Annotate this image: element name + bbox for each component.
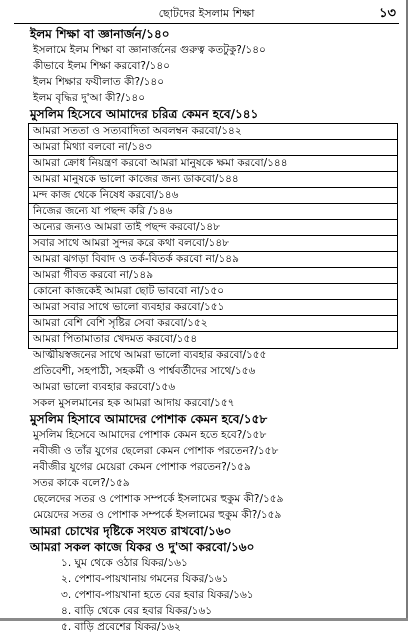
- toc-entry: কীভাবে ইলম শিক্ষা করবো?/১৪০: [33, 60, 170, 72]
- toc-entry: সতর কাকে বলে?/১৫৯: [33, 477, 130, 489]
- section-heading: আমরা সকল কাজে যিকর ও দু'আ করবো/১৬০: [30, 540, 255, 554]
- toc-entry: আমরা পিতামাতার খেদমত করবো/১৫৪: [33, 333, 198, 345]
- toc-entry: নবীজী ও তাঁর যুগের ছেলেরা কেমন পোশাক পরতেন?/১৫৮: [33, 445, 279, 457]
- toc-entry: প্রতিবেশী, সহপাঠী, সহকর্মী ও পার্শ্ববর্তীদের সাথে/১৫৬: [33, 365, 256, 377]
- toc-entry: আমরা ঝগড়া বিবাদ ও তর্ক-বিতর্ক করবো না/১৪৯: [33, 253, 239, 265]
- book-title: ছোটদের ইসলাম শিক্ষা: [158, 7, 255, 20]
- toc-entry: আমরা সততা ও সত্যবাদিতা অবলম্বন করবো/১৪২: [33, 125, 242, 137]
- page-edge: [406, 0, 408, 618]
- toc-entry: আমরা ক্রোধ নিয়ন্ত্রণ করবো আমরা মানুষকে ক্ষমা করবো/১৪৪: [33, 157, 288, 169]
- toc-entry: মেয়েদের সতর ও পোশাক সম্পর্কে ইসলামের হুকুম কী?/১৫৯: [33, 509, 282, 521]
- page-number: ১৩: [379, 6, 396, 21]
- toc-entry: ৪. বাড়ি থেকে বের হবার যিকর/১৬১: [61, 605, 213, 617]
- section-heading: মুসলিম হিসাবে আমাদের পোশাক কেমন হবে/১৫৮: [30, 412, 268, 426]
- toc-entry: কোনো কাজকেই আমরা ছোট ভাববো না/১৫০: [33, 285, 225, 297]
- toc-entry: আমরা ভালো ব্যবহার করবো/১৫৬: [33, 381, 176, 393]
- toc-entry: আমরা গীবত করবো না/১৪৯: [33, 269, 154, 281]
- toc-entry: অন্যের জন্যও আমরা তাই পছন্দ করবো/১৪৮: [33, 221, 220, 233]
- running-header: [14, 4, 399, 24]
- toc-entry: ইলম বৃদ্ধির দু'আ কী?/১৪০: [33, 92, 146, 104]
- toc-entry: আমরা বেশি বেশি সৃষ্টির সেবা করবো/১৫২: [33, 317, 208, 329]
- toc-entry: আমরা মিথ্যা বলবো না/১৪৩: [33, 141, 152, 153]
- toc-entry: মন্দ কাজ থেকে নিষেধ করবো/১৪৬: [33, 189, 179, 201]
- toc-entry: ৩. পেশাব-পায়খানা হতে বের হবার যিকর/১৬১: [61, 589, 254, 601]
- toc-entry: নিজের জন্যে যা পছন্দ করি /১৪৬: [33, 205, 173, 217]
- toc-entry: সবার সাথে আমরা সুন্দর করে কথা বলবো/১৪৮: [33, 237, 229, 249]
- toc-entry: ২. পেশাব-পায়খানায় গমনের যিকর/১৬১: [61, 573, 229, 585]
- toc-entry: সকল মুসলমানের হক আমরা আদায় করবো/১৫৭: [33, 397, 235, 409]
- toc-entry: ইলম শিক্ষার ফযীলাত কী?/১৪০: [33, 76, 165, 88]
- toc-entry: নবীজীর যুগের মেয়েরা কেমন পোশাক পরতেন?/১৫৯: [33, 461, 251, 473]
- toc-entry: আমরা সবার সাথে ভালো ব্যবহার করবো/১৫১: [33, 301, 225, 313]
- header-rule: [14, 23, 399, 24]
- toc-entry: আত্মীয়স্বজনের সাথে আমরা ভালো ব্যবহার করবো/১৫৫: [33, 349, 267, 361]
- toc-entry: মুসলিম হিসেবে আমাদের পোশাক কেমন হতে হবে?/১৫৮: [33, 429, 267, 441]
- toc-entry: ইসলামে ইলম শিক্ষা বা জ্ঞানার্জনের গুরুত্ব কতটুকু?/১৪০: [33, 44, 266, 56]
- toc-entry: ১. ঘুম থেকে ওঠার যিকর/১৬১: [61, 557, 188, 569]
- section-heading: মুসলিম হিসেবে আমাদের চরিত্র কেমন হবে/১৪১: [30, 107, 259, 121]
- section-heading: আমরা চোখের দৃষ্টিকে সংযত রাখবো/১৬০: [30, 524, 232, 538]
- toc-entry: আমরা মানুষকে ভালো কাজের জন্য ডাকবো/১৪৪: [33, 173, 239, 185]
- toc-entry: ৫. বাড়ি প্রবেশের যিকর/১৬২: [61, 621, 181, 633]
- toc-entry: ছেলেদের সতর ও পোশাক সম্পর্কে ইসলামের হুকুম কী?/১৫৯: [33, 493, 284, 505]
- section-heading: ইলম শিক্ষা বা জ্ঞানার্জন/১৪০: [30, 27, 170, 41]
